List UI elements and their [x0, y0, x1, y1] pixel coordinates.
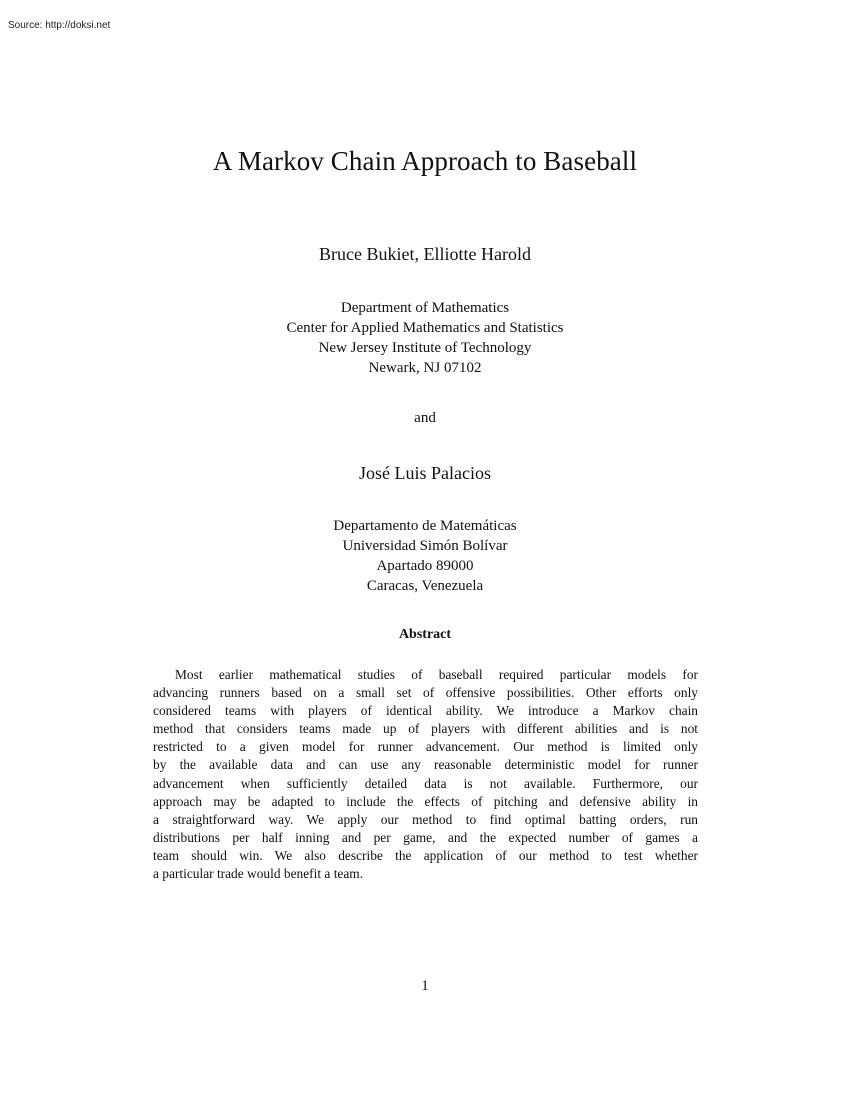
affiliation-primary — [0, 298, 850, 378]
affiliation-line: Newark, NJ 07102 — [368, 360, 482, 376]
abstract-line: team should win. We also describe the application of our method to test whether — [153, 847, 698, 863]
affiliation-line: Apartado 89000 — [376, 558, 474, 574]
abstract-line: restricted to a given model for runner advancement. Our method is limited only — [153, 739, 698, 755]
affiliation-line: New Jersey Institute of Technology — [318, 340, 532, 356]
abstract-line: a particular trade would benefit a team. — [153, 866, 364, 882]
abstract-line: advancement when sufficiently detailed data is not available. Furthermore, our — [153, 775, 698, 791]
author-names-secondary: José Luis Palacios — [359, 463, 491, 483]
abstract-line: Most earlier mathematical studies of baseball required particular models for — [175, 667, 698, 682]
abstract-line: distributions per half inning and per game, and the expected number of games a — [153, 829, 698, 845]
source-watermark: Source: http://doksi.net — [8, 20, 111, 31]
affiliation-line: Departamento de Matemáticas — [333, 518, 517, 534]
abstract-line: approach may be adapted to include the effects of pitching and defensive ability in — [153, 793, 698, 809]
affiliation-line: Caracas, Venezuela — [366, 578, 484, 594]
affiliation-line: Universidad Simón Bolívar — [342, 538, 508, 554]
abstract-body — [153, 666, 698, 883]
abstract-line: advancing runners based on a small set of offensive possibilities. Other efforts only — [153, 685, 698, 701]
affiliation-secondary — [0, 516, 850, 596]
abstract-line: considered teams with players of identical ability. We introduce a Markov chain — [153, 703, 698, 719]
paper-title: A Markov Chain Approach to Baseball — [212, 146, 638, 176]
affiliation-line: Department of Mathematics — [340, 300, 510, 316]
author-conjunction: and — [414, 410, 436, 426]
abstract-line: method that considers teams made up of players with different abilities and is not — [153, 721, 698, 737]
abstract-line: a straightforward way. We apply our method to find optimal batting orders, run — [153, 811, 698, 827]
author-names-primary: Bruce Bukiet, Elliotte Harold — [319, 244, 531, 264]
affiliation-line: Center for Applied Mathematics and Statistics — [286, 320, 564, 336]
abstract-heading: Abstract — [398, 627, 452, 642]
abstract-line: by the available data and can use any reasonable deterministic model for runner — [153, 757, 698, 773]
page-number: 1 — [421, 978, 429, 994]
